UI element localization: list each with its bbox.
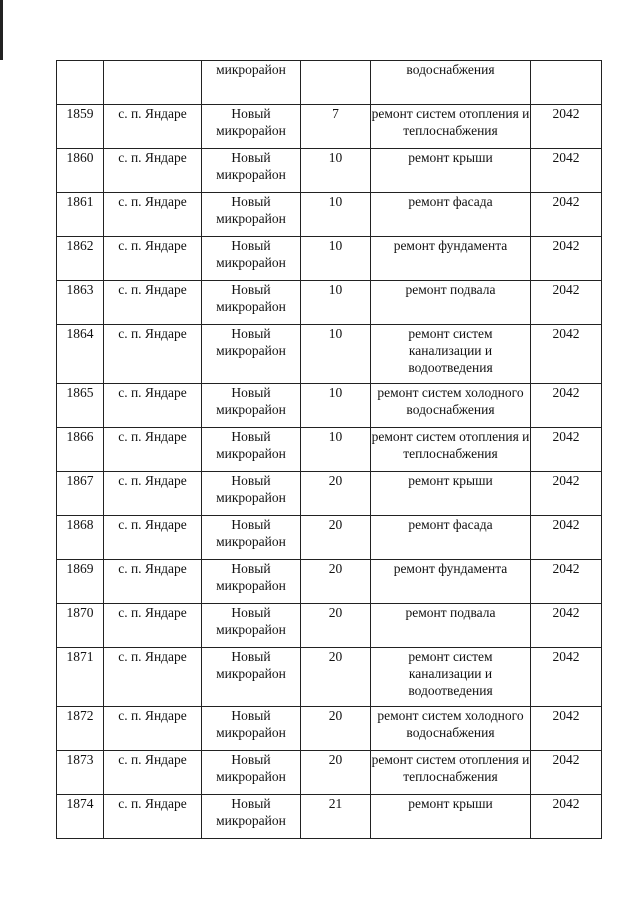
cell-street: Новый микрорайон <box>202 604 301 648</box>
cell-work: ремонт фасада <box>371 193 531 237</box>
cell-settlement: с. п. Яндаре <box>104 105 202 149</box>
table-row <box>57 648 602 707</box>
cell-house: 20 <box>301 751 371 795</box>
cell-year: 2042 <box>531 237 602 281</box>
table-row <box>57 516 602 560</box>
table-row <box>57 149 602 193</box>
cell-house: 10 <box>301 237 371 281</box>
cell-number: 1874 <box>57 795 104 839</box>
register-table <box>56 60 602 839</box>
table-row <box>57 751 602 795</box>
table-row <box>57 384 602 428</box>
cell-street: Новый микрорайон <box>202 149 301 193</box>
table-row-continuation <box>57 61 602 105</box>
cell-number: 1861 <box>57 193 104 237</box>
cell-house: 10 <box>301 281 371 325</box>
cell-work: ремонт крыши <box>371 149 531 193</box>
cell-year: 2042 <box>531 516 602 560</box>
cell-house: 20 <box>301 472 371 516</box>
cell-number: 1863 <box>57 281 104 325</box>
cell-house: 10 <box>301 325 371 384</box>
cell-year: 2042 <box>531 707 602 751</box>
page-edge-mark <box>0 0 3 60</box>
cell-settlement: с. п. Яндаре <box>104 149 202 193</box>
cell-number: 1866 <box>57 428 104 472</box>
cell-year: 2042 <box>531 325 602 384</box>
cell-settlement: с. п. Яндаре <box>104 560 202 604</box>
cell-year: 2042 <box>531 149 602 193</box>
cell-street: Новый микрорайон <box>202 795 301 839</box>
cell-settlement <box>104 61 202 105</box>
cell-street: Новый микрорайон <box>202 648 301 707</box>
cell-house: 20 <box>301 516 371 560</box>
table-row <box>57 604 602 648</box>
table-row <box>57 281 602 325</box>
cell-house: 10 <box>301 193 371 237</box>
cell-settlement: с. п. Яндаре <box>104 472 202 516</box>
cell-work: ремонт систем канализации и водоотведения <box>371 325 531 384</box>
cell-year: 2042 <box>531 648 602 707</box>
register-table-body <box>57 61 602 839</box>
cell-house: 21 <box>301 795 371 839</box>
cell-house: 20 <box>301 560 371 604</box>
cell-street: микрорайон <box>202 61 301 105</box>
cell-street: Новый микрорайон <box>202 193 301 237</box>
cell-street: Новый микрорайон <box>202 516 301 560</box>
table-row <box>57 560 602 604</box>
cell-street: Новый микрорайон <box>202 751 301 795</box>
table-row <box>57 795 602 839</box>
cell-number: 1872 <box>57 707 104 751</box>
cell-work: ремонт систем отопления и теплоснабжения <box>371 428 531 472</box>
cell-settlement: с. п. Яндаре <box>104 384 202 428</box>
cell-year: 2042 <box>531 384 602 428</box>
table-row <box>57 105 602 149</box>
cell-work: ремонт фасада <box>371 516 531 560</box>
cell-year: 2042 <box>531 604 602 648</box>
cell-work: ремонт систем отопления и теплоснабжения <box>371 751 531 795</box>
cell-number: 1869 <box>57 560 104 604</box>
cell-house: 7 <box>301 105 371 149</box>
table-row <box>57 428 602 472</box>
cell-number: 1864 <box>57 325 104 384</box>
cell-house: 20 <box>301 648 371 707</box>
cell-settlement: с. п. Яндаре <box>104 325 202 384</box>
cell-house <box>301 61 371 105</box>
cell-number: 1862 <box>57 237 104 281</box>
cell-work: ремонт крыши <box>371 472 531 516</box>
cell-year: 2042 <box>531 472 602 516</box>
cell-number: 1859 <box>57 105 104 149</box>
table-row <box>57 237 602 281</box>
cell-street: Новый микрорайон <box>202 325 301 384</box>
cell-number: 1871 <box>57 648 104 707</box>
cell-work: ремонт систем канализации и водоотведения <box>371 648 531 707</box>
cell-settlement: с. п. Яндаре <box>104 237 202 281</box>
cell-number: 1873 <box>57 751 104 795</box>
cell-house: 20 <box>301 707 371 751</box>
cell-year: 2042 <box>531 560 602 604</box>
cell-work: ремонт крыши <box>371 795 531 839</box>
cell-street: Новый микрорайон <box>202 105 301 149</box>
cell-year: 2042 <box>531 428 602 472</box>
cell-year: 2042 <box>531 751 602 795</box>
cell-number: 1867 <box>57 472 104 516</box>
cell-settlement: с. п. Яндаре <box>104 751 202 795</box>
cell-number <box>57 61 104 105</box>
cell-work: ремонт фундамента <box>371 560 531 604</box>
cell-year: 2042 <box>531 795 602 839</box>
cell-street: Новый микрорайон <box>202 237 301 281</box>
cell-number: 1865 <box>57 384 104 428</box>
cell-street: Новый микрорайон <box>202 707 301 751</box>
cell-settlement: с. п. Яндаре <box>104 516 202 560</box>
cell-house: 10 <box>301 428 371 472</box>
cell-year: 2042 <box>531 193 602 237</box>
cell-settlement: с. п. Яндаре <box>104 648 202 707</box>
cell-street: Новый микрорайон <box>202 560 301 604</box>
table-row <box>57 325 602 384</box>
cell-settlement: с. п. Яндаре <box>104 281 202 325</box>
cell-work: ремонт систем холодного водоснабжения <box>371 384 531 428</box>
cell-work: ремонт систем отопления и теплоснабжения <box>371 105 531 149</box>
cell-year: 2042 <box>531 105 602 149</box>
cell-house: 10 <box>301 149 371 193</box>
cell-settlement: с. п. Яндаре <box>104 193 202 237</box>
cell-work: ремонт систем холодного водоснабжения <box>371 707 531 751</box>
cell-street: Новый микрорайон <box>202 281 301 325</box>
cell-house: 10 <box>301 384 371 428</box>
cell-year <box>531 61 602 105</box>
cell-house: 20 <box>301 604 371 648</box>
cell-number: 1868 <box>57 516 104 560</box>
table-row <box>57 193 602 237</box>
cell-settlement: с. п. Яндаре <box>104 604 202 648</box>
cell-settlement: с. п. Яндаре <box>104 707 202 751</box>
cell-number: 1870 <box>57 604 104 648</box>
cell-number: 1860 <box>57 149 104 193</box>
cell-work: ремонт подвала <box>371 281 531 325</box>
cell-work: ремонт подвала <box>371 604 531 648</box>
cell-settlement: с. п. Яндаре <box>104 428 202 472</box>
cell-year: 2042 <box>531 281 602 325</box>
table-row <box>57 472 602 516</box>
cell-work: водоснабжения <box>371 61 531 105</box>
table-row <box>57 707 602 751</box>
cell-street: Новый микрорайон <box>202 428 301 472</box>
cell-street: Новый микрорайон <box>202 472 301 516</box>
cell-work: ремонт фундамента <box>371 237 531 281</box>
cell-settlement: с. п. Яндаре <box>104 795 202 839</box>
cell-street: Новый микрорайон <box>202 384 301 428</box>
